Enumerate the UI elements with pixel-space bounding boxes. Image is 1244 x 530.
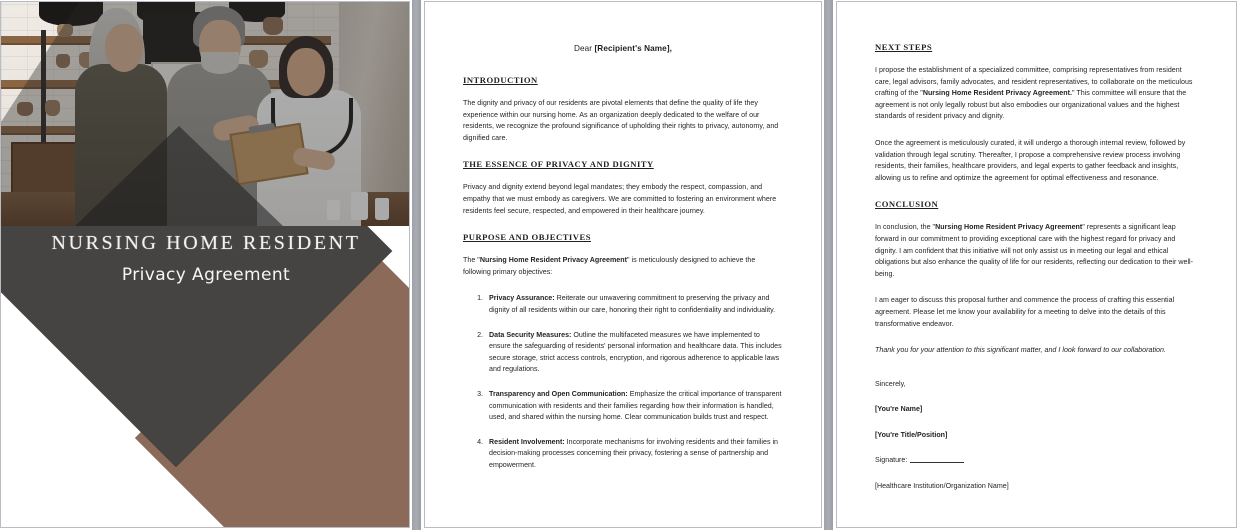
objective-text: Emphasize the critical importance of transparent communication with residents and their families regarding how their information is handled, used, and shared within the nursing home. Clear communication builds trust and respect. [489,389,782,422]
paragraph-conclusion-2: I am eager to discuss this proposal further and commence the process of crafting this essential agreement. Please let me know your availability for a meeting to delve into the details of this transformative endeavor. [875,296,1175,328]
objective-label: Privacy Assurance: [489,294,555,303]
paragraph-thank-you: Thank you for your attention to this significant matter, and I look forward to our collaboration. [875,346,1166,355]
paragraph-objectives-intro [463,255,783,278]
signature-closing: Sincerely, [875,379,906,388]
content-page-three [836,1,1237,528]
signature-block [875,379,1198,493]
signature-label: Signature: [875,456,908,465]
salutation-prefix: Dear [573,44,595,53]
organization-placeholder: [Healthcare Institution/Organization Name] [875,482,1009,491]
page-gutter [824,0,833,530]
text-pre: In conclusion, the " [875,223,936,232]
page-two-sheet [425,2,821,527]
signature-field [875,455,1198,467]
objective-text: Outline the multifaceted measures we have implemented to ensure the safeguarding of residents' personal information and healthcare data. This includes secure storage, strict access controls, encryption, and rigorous adherence to applicable laws and regulations. [489,330,782,374]
paragraph-next-steps-1 [875,65,1198,123]
heading-purpose-objectives: PURPOSE AND OBJECTIVES [463,232,591,243]
signature-rule[interactable] [910,462,964,463]
objectives-list [463,293,783,471]
paragraph-conclusion-1 [875,222,1198,280]
agreement-name: Nursing Home Resident Privacy Agreement [479,256,627,265]
signature-name-placeholder: [You're Name] [875,405,923,414]
objective-label: Transparency and Open Communication: [489,389,628,398]
objective-label: Resident Involvement: [489,437,565,446]
objective-label: Data Security Measures: [489,330,572,339]
cover-title-block [1,226,410,366]
salutation-placeholder: [Recipient's Name], [594,44,673,53]
list-item [485,330,783,376]
agreement-name: Nursing Home Resident Privacy Agreement. [922,89,1072,98]
content-page-two [424,1,822,528]
intro-suffix: " is meticulously designed to achieve the following primary objectives: [463,256,756,276]
paragraph-introduction: The dignity and privacy of our residents are pivotal elements that define the quality of life they experience within our nursing home. As an organization deeply dedicated to the welfare of our residents, we recognize the profound significance of upholding their rights to privacy, autonomy, and dignified care. [463,99,779,142]
heading-conclusion: CONCLUSION [875,199,939,210]
heading-essence-of-privacy: THE ESSENCE OF PRIVACY AND DIGNITY [463,159,654,170]
salutation [463,42,783,55]
list-item [485,437,783,472]
cover-graphics [1,226,410,528]
objective-text: Reiterate our unwavering commitment to preserving the privacy and dignity of all residents within our care, honoring their right to confidentiality and individuality. [489,294,776,314]
text-post: " This committee will ensure that the agreement is not only legally robust but also embodies our organizational values and the highest standards of resident privacy and dignity. [875,89,1187,121]
objective-text: Incorporate mechanisms for involving residents and their families in decision-making processes concerning their privacy, fostering a sense of partnership and empowerment. [489,437,778,469]
signature-title-placeholder: [You're Title/Position] [875,430,948,439]
cover-page [0,1,410,528]
cover-title: NURSING HOME RESIDENT [51,232,361,254]
heading-introduction: INTRODUCTION [463,75,538,85]
cover-subtitle: Privacy Agreement [121,265,291,285]
cover-photo [1,2,410,226]
paragraph-essence-of-privacy: Privacy and dignity extend beyond legal mandates; they embody the respect, compassion, and empathy that we must embody as caregivers. We are committed to fostering an environment where residents feel secure, respected, and empowered in their healthcare journey. [463,183,777,215]
text-pre: I propose the establishment of a specialized committee, comprising representatives from resident care, legal advisors, family advocates, and resident representatives, to collaborate on the meticulous crafting of the " [875,66,1193,98]
paragraph-next-steps-2: Once the agreement is meticulously curated, it will undergo a thorough internal review, followed by validation through legal scrutiny. Thereafter, I propose a comprehensive review process involving residents, their families, healthcare providers, and legal experts to gather feedback and insights, allowing us to refine and optimize the agreement for optimal effectiveness and resonance. [875,138,1186,182]
agreement-name: Nursing Home Resident Privacy Agreement [935,223,1083,232]
heading-next-steps: NEXT STEPS [875,42,933,52]
text-post: " represents a significant leap forward in our commitment to providing exceptional care with the highest regard for privacy and dignity. I am confident that this initiative will not only assist us in meeting our legal and ethical obligations but also enhance the quality of life for our residents, reflecting our dedication to their well-being. [875,223,1194,278]
page-gutter [412,0,421,530]
page-three-sheet [837,2,1236,527]
list-item [485,389,783,424]
list-item [485,293,783,316]
intro-prefix: The " [463,256,480,265]
